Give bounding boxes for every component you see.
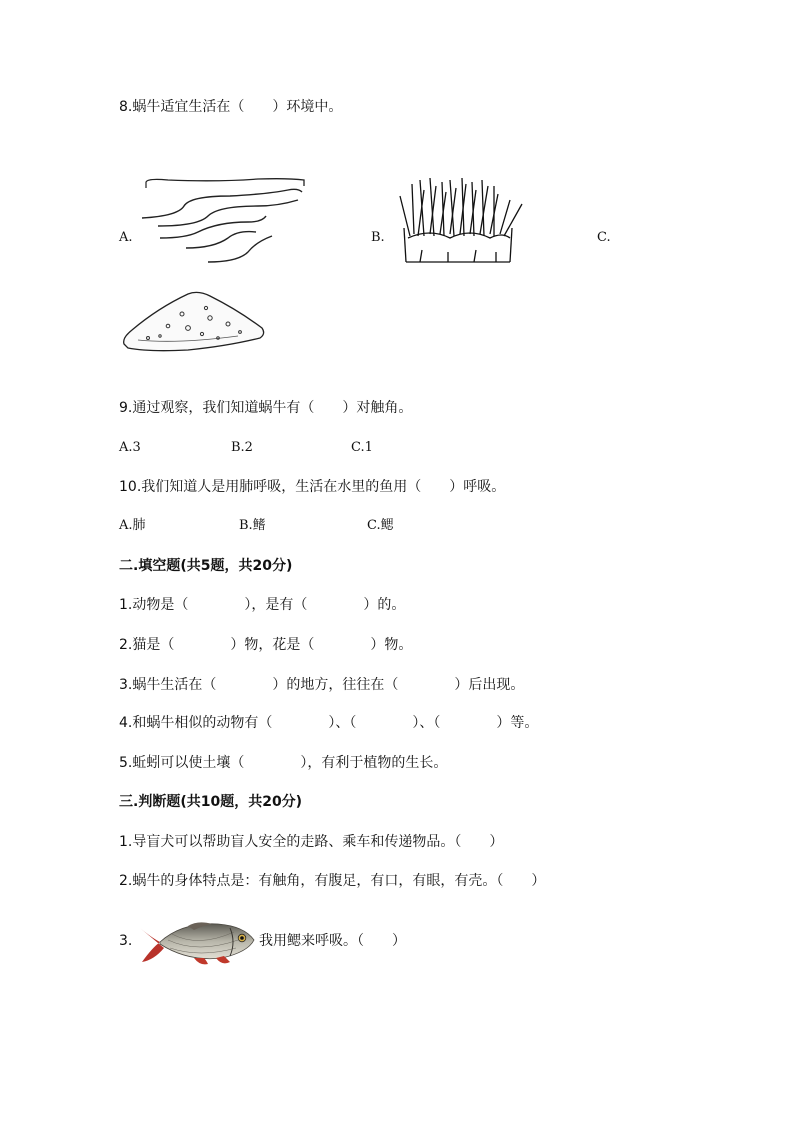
true-false-item-2: 2.蜗牛的身体特点是：有触角，有腹足，有口，有眼，有壳。（ ） bbox=[119, 873, 546, 889]
fill-blank-item-5: 5.蚯蚓可以使土壤（ ），有利于植物的生长。 bbox=[119, 755, 448, 771]
water-stream-icon bbox=[138, 176, 308, 266]
section-2-heading: 二.填空题(共5题，共20分) bbox=[119, 558, 293, 574]
fill-blank-item-3: 3.蜗牛生活在（ ）的地方，往往在（ ）后出现。 bbox=[119, 677, 525, 693]
true-false-item-3-number: 3. bbox=[119, 933, 133, 949]
q10-option-b: B.鳍 bbox=[239, 518, 266, 533]
q9-option-c: C.1 bbox=[351, 440, 373, 455]
question-10-stem: 10.我们知道人是用肺呼吸，生活在水里的鱼用（ ）呼吸。 bbox=[119, 479, 506, 495]
fill-blank-item-4: 4.和蜗牛相似的动物有（ ）、（ ）、（ ）等。 bbox=[119, 715, 539, 731]
q9-option-b: B.2 bbox=[231, 440, 253, 455]
q10-option-c: C.鳃 bbox=[367, 518, 394, 533]
fish-icon bbox=[138, 918, 258, 968]
question-8-stem: 8.蜗牛适宜生活在（ ）环境中。 bbox=[119, 99, 343, 115]
true-false-item-1: 1.导盲犬可以帮助盲人安全的走路、乘车和传递物品。（ ） bbox=[119, 834, 504, 850]
q8-option-b-label: B. bbox=[371, 230, 385, 245]
soil-mound-icon bbox=[118, 288, 268, 354]
q8-option-a-label: A. bbox=[119, 230, 133, 245]
q9-option-a: A.3 bbox=[119, 440, 141, 455]
q10-option-a: A.肺 bbox=[119, 518, 146, 533]
section-3-heading: 三.判断题(共10题，共20分) bbox=[119, 794, 303, 810]
grass-icon bbox=[390, 176, 526, 266]
question-9-stem: 9.通过观察，我们知道蜗牛有（ ）对触角。 bbox=[119, 400, 413, 416]
true-false-item-3-text: 我用鳃来呼吸。（ ） bbox=[259, 933, 406, 949]
q8-option-c-label: C. bbox=[597, 230, 611, 245]
fill-blank-item-2: 2.猫是（ ）物，花是（ ）物。 bbox=[119, 637, 413, 653]
fill-blank-item-1: 1.动物是（ ），是有（ ）的。 bbox=[119, 597, 406, 613]
